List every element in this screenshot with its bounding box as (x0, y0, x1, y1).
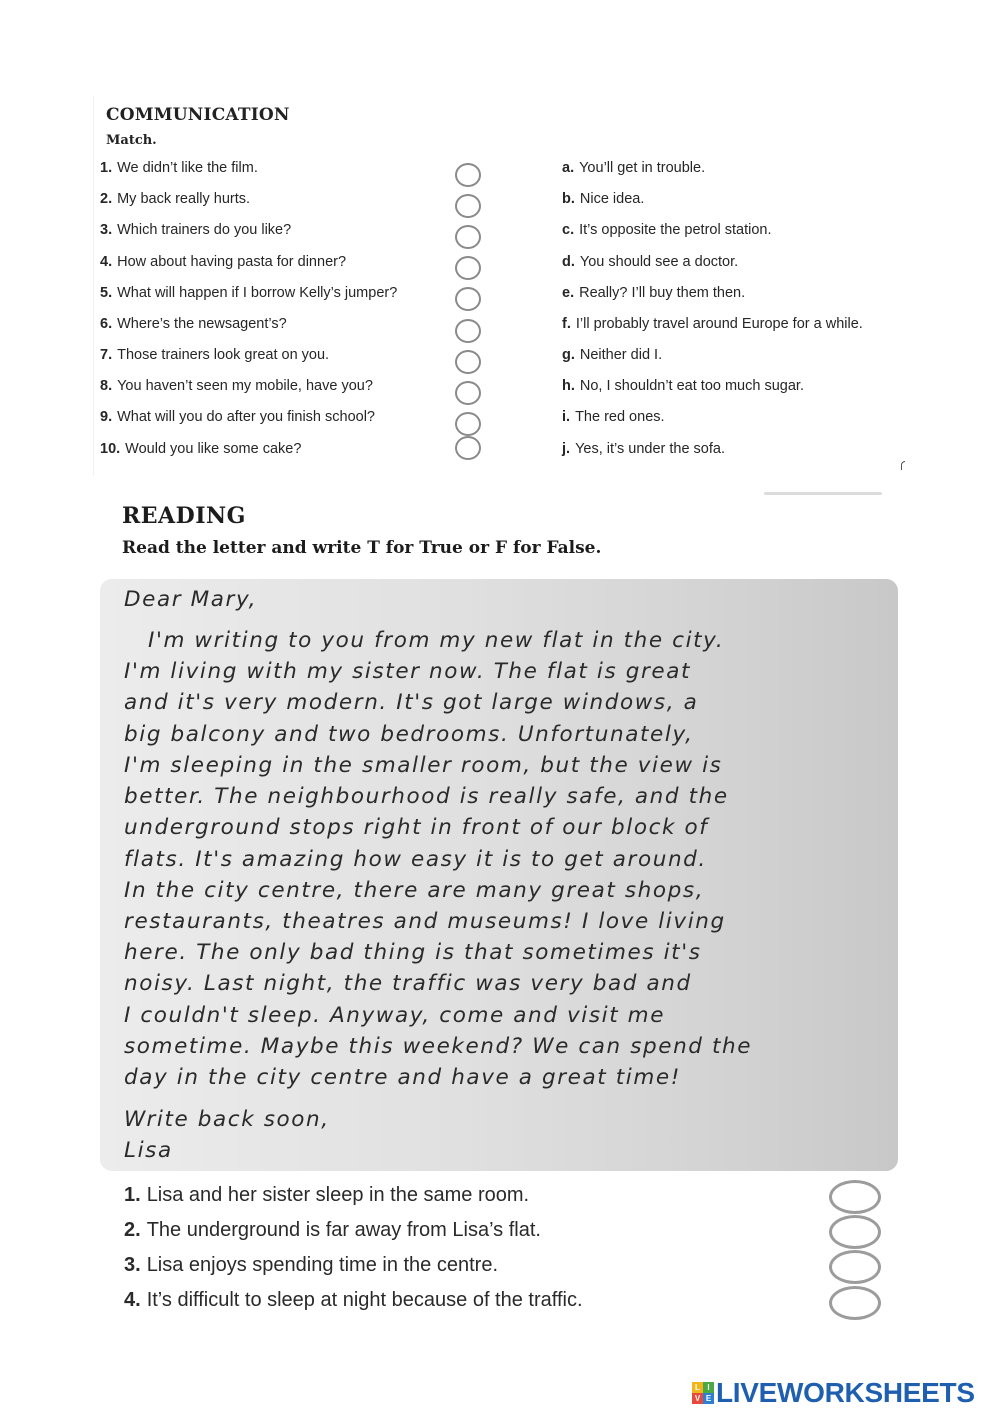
reading-title: READING (122, 503, 246, 529)
communication-instruction: Match. (106, 133, 157, 148)
match-answer-input-9[interactable] (455, 412, 481, 436)
match-answer-input-6[interactable] (455, 319, 481, 343)
tf-statement: 4. It’s difficult to sleep at night because of the traffic. (124, 1289, 583, 1311)
letter-line: I couldn't sleep. Anyway, come and visit me (124, 1003, 666, 1028)
match-question: 4. How about having pasta for dinner? (100, 254, 347, 270)
match-answer: b. Nice idea. (562, 191, 645, 207)
match-question: 3. Which trainers do you like? (100, 222, 292, 238)
letter-closing: Write back soon, (124, 1107, 330, 1132)
match-answer: a. You’ll get in trouble. (562, 160, 706, 176)
match-answer-input-3[interactable] (455, 225, 481, 249)
liveworksheets-logo (692, 1378, 975, 1408)
letter-line: I'm writing to you from my new flat in the city. (148, 628, 725, 653)
match-question: 2. My back really hurts. (100, 191, 251, 207)
match-question: 6. Where’s the newsagent’s? (100, 316, 287, 332)
match-answer-input-10[interactable] (455, 436, 481, 460)
letter-greeting: Dear Mary, (124, 587, 258, 612)
match-answer: g. Neither did I. (562, 347, 663, 363)
match-answer-input-2[interactable] (455, 194, 481, 218)
logo-icon-tile: L (692, 1382, 703, 1393)
letter-line: I'm living with my sister now. The flat is great (124, 659, 692, 684)
match-answer-input-7[interactable] (455, 350, 481, 374)
match-answer-input-4[interactable] (455, 256, 481, 280)
section-divider (93, 96, 94, 476)
match-question: 9. What will you do after you finish school? (100, 409, 375, 425)
tf-statement: 3. Lisa enjoys spending time in the centre. (124, 1254, 499, 1276)
letter-line: noisy. Last night, the traffic was very bad and (124, 971, 692, 996)
letter-line: big balcony and two bedrooms. Unfortunately, (124, 722, 694, 747)
match-answer: e. Really? I’ll buy them then. (562, 285, 746, 301)
match-answer: d. You should see a doctor. (562, 254, 739, 270)
letter-line: day in the city centre and have a great time! (124, 1065, 681, 1090)
letter-line: I'm sleeping in the smaller room, but the view is (124, 753, 723, 778)
tf-answer-input-3[interactable] (829, 1250, 881, 1284)
tf-answer-input-1[interactable] (829, 1180, 881, 1214)
match-question: 8. You haven’t seen my mobile, have you? (100, 378, 373, 394)
logo-icon-tile: V (692, 1393, 703, 1404)
match-answer: c. It’s opposite the petrol station. (562, 222, 772, 238)
letter-line: underground stops right in front of our block of (124, 815, 709, 840)
match-question: 10. Would you like some cake? (100, 441, 302, 457)
page-corner-mark (901, 461, 905, 470)
match-question: 1. We didn’t like the film. (100, 160, 258, 176)
letter-line: In the city centre, there are many great shops, (124, 878, 705, 903)
tf-answer-input-2[interactable] (829, 1215, 881, 1249)
letter-line: better. The neighbourhood is really safe, and the (124, 784, 729, 809)
match-answer: h. No, I shouldn’t eat too much sugar. (562, 378, 804, 394)
match-answer: i. The red ones. (562, 409, 665, 425)
tf-answer-input-4[interactable] (829, 1286, 881, 1320)
match-answer-input-5[interactable] (455, 287, 481, 311)
match-question: 7. Those trainers look great on you. (100, 347, 330, 363)
letter-line: sometime. Maybe this weekend? We can spend the (124, 1034, 753, 1059)
match-answer: j. Yes, it’s under the sofa. (562, 441, 725, 457)
communication-title: COMMUNICATION (106, 105, 290, 125)
letter-line: here. The only bad thing is that sometimes it's (124, 940, 702, 965)
reading-instruction: Read the letter and write T for True or F for False. (122, 538, 602, 558)
logo-icon-tile: I (703, 1382, 714, 1393)
match-question: 5. What will happen if I borrow Kelly’s jumper? (100, 285, 398, 301)
tf-statement: 2. The underground is far away from Lisa’s flat. (124, 1219, 541, 1241)
page-edge-shadow (764, 492, 882, 495)
match-answer-input-1[interactable] (455, 163, 481, 187)
logo-icon-tile: E (703, 1393, 714, 1404)
letter-line: flats. It's amazing how easy it is to get around. (124, 847, 707, 872)
letter-line: and it's very modern. It's got large windows, a (124, 690, 699, 715)
letter-line: restaurants, theatres and museums! I love living (124, 909, 726, 934)
match-answer: f. I’ll probably travel around Europe for a while. (562, 316, 863, 332)
tf-statement: 1. Lisa and her sister sleep in the same room. (124, 1184, 530, 1206)
match-answer-input-8[interactable] (455, 381, 481, 405)
logo-text: LIVEWORKSHEETS (716, 1377, 975, 1408)
letter-signature: Lisa (124, 1138, 173, 1163)
logo-icon (692, 1382, 714, 1404)
